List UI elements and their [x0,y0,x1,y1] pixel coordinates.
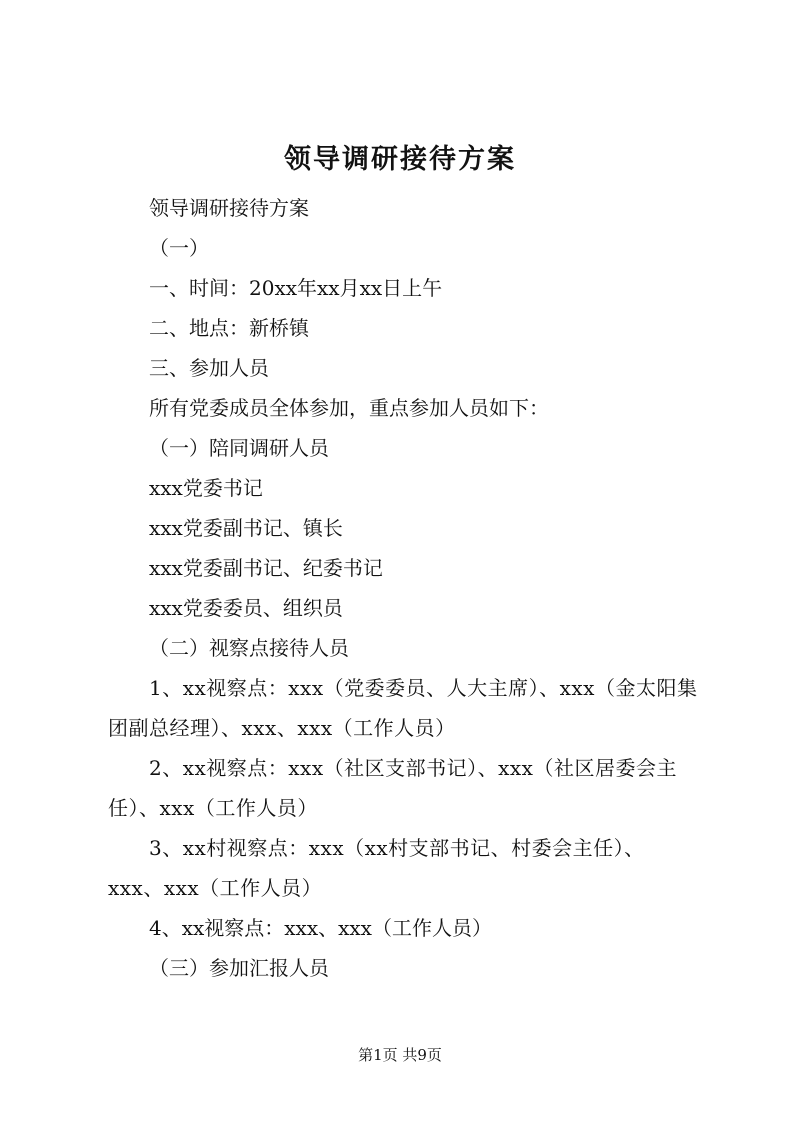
paragraph-escort-3: xxx党委副书记、纪委书记 [149,556,383,580]
paragraph-escort-1: xxx党委书记 [149,476,263,500]
paragraph-reception-4: 4、xx视察点：xxx、xxx（工作人员） [149,916,492,940]
paragraph-escort-4: xxx党委委员、组织员 [149,596,343,620]
paragraph-reception-2: 2、xx视察点：xxx（社区支部书记）、xxx（社区居委会主任）、xxx（工作人员） [108,756,677,820]
paragraph-reception-heading: （二）视察点接待人员 [149,636,349,660]
paragraph-reception-1: 1、xx视察点：xxx（党委委员、人大主席）、xxx（金太阳集团副总经理）、xxx、xxx（工作人员） [108,676,698,740]
paragraph-time: 一、时间：20xx年xx月xx日上午 [149,276,443,300]
paragraph-escort-heading: （一）陪同调研人员 [149,436,329,460]
paragraph-attendees-intro: 所有党委成员全体参加，重点参加人员如下： [149,396,549,420]
paragraph-escort-2: xxx党委副书记、镇长 [149,516,343,540]
page-footer: 第1页 共9页 [358,1046,442,1064]
paragraph-attendees-heading: 三、参加人员 [149,356,269,380]
paragraph-reception-3: 3、xx村视察点：xxx（xx村支部书记、村委会主任）、xxx、xxx（工作人员） [108,836,645,900]
paragraph-subtitle: 领导调研接待方案 [149,196,309,220]
document-body [108,188,698,988]
document-title: 领导调研接待方案 [284,144,516,175]
paragraph-report-heading: （三）参加汇报人员 [149,956,329,980]
paragraph-location: 二、地点：新桥镇 [149,316,309,340]
paragraph-section-marker: （一） [149,236,209,260]
